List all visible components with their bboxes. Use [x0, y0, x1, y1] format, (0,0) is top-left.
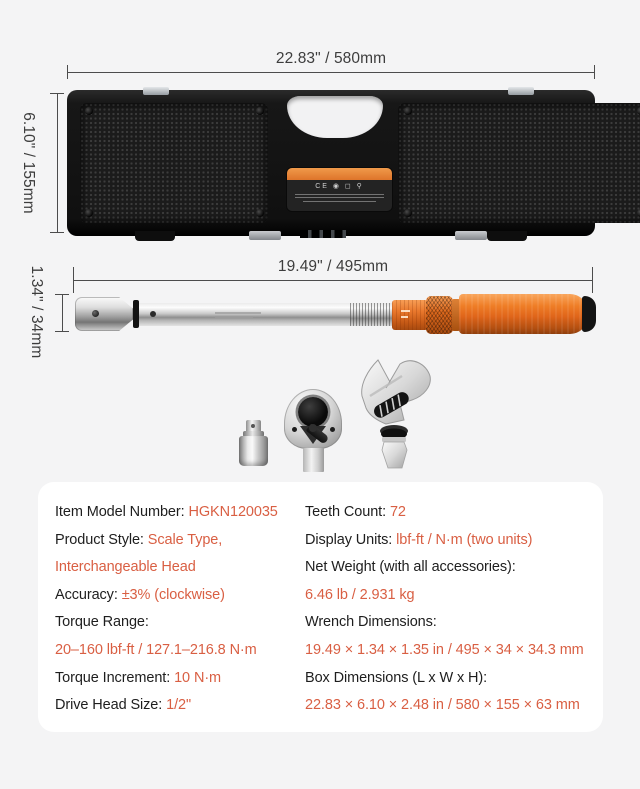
case-textured-panel-left: [80, 103, 268, 223]
case-screw: [404, 209, 412, 217]
dimension-tick: [592, 267, 593, 293]
spec-label: Net Weight (with all accessories):: [305, 559, 516, 576]
wrench-head: [75, 297, 133, 331]
spec-value: HGKN120035: [188, 504, 278, 520]
spec-label: Drive Head Size:: [55, 697, 167, 714]
spec-value: 1/2": [166, 697, 192, 714]
spec-value: 19.49 × 1.34 × 1.35 in / 495 × 34 × 34.3 mm: [305, 641, 584, 658]
adapter-detent-ball: [251, 424, 255, 428]
spec-label: Teeth Count:: [305, 504, 390, 520]
case-hinge-slots: [300, 230, 346, 238]
spec-value: 22.83 × 6.10 × 2.48 in / 580 × 155 × 63 mm: [305, 697, 580, 714]
label-fine-print: [303, 201, 376, 202]
case-illustration: [67, 90, 595, 236]
spec-value: ±3% (clockwise): [121, 586, 225, 603]
spec-line-wrench-dimensions-value: [305, 637, 597, 665]
dimension-tick: [594, 65, 595, 79]
spec-value: 6.46 lb / 2.931 kg: [305, 586, 415, 603]
spec-value: 72: [389, 504, 406, 520]
label-fine-print: [295, 194, 384, 195]
spec-line-wrench-dimensions: [305, 609, 597, 637]
spec-line-net-weight-value: [305, 582, 597, 610]
case-height-dimension-line: [57, 93, 58, 233]
spec-column-left: [55, 499, 305, 720]
dimension-tick: [50, 232, 64, 233]
wrench-scale-window: [350, 303, 392, 326]
wrench-head-hole: [92, 310, 99, 317]
case-foot: [249, 231, 281, 240]
case-handle-cutout: [287, 96, 383, 138]
wrench-knurled-ring: [426, 296, 453, 334]
adjustable-wrench-tang: [382, 442, 407, 468]
dimension-tick: [67, 65, 68, 79]
case-height-dimension-label: 6.10" / 155mm: [20, 112, 37, 214]
spec-line-torque-range: [55, 609, 305, 637]
dimension-tick: [55, 331, 69, 332]
spec-label: Torque Range:: [55, 614, 149, 631]
spec-label: Display Units:: [305, 531, 397, 548]
spec-line-style-cont: [55, 554, 305, 582]
spec-line-accuracy: [55, 582, 305, 610]
spec-value: 10 N·m: [174, 669, 222, 686]
spec-line-style: [55, 527, 305, 555]
wrench-engraving: [215, 316, 253, 318]
spec-line-box-dimensions: [305, 665, 597, 693]
case-certification-label: [287, 168, 392, 211]
certification-marks: CE ◉ ◻ ⚲: [315, 183, 364, 190]
label-fine-print: [295, 197, 384, 198]
spec-value: lbf-ft / N·m (two units): [396, 531, 533, 548]
spec-line-teeth: [305, 499, 597, 527]
spec-label: Box Dimensions (L x W x H):: [305, 669, 488, 686]
spec-line-torque-range-value: [55, 637, 305, 665]
wrench-adjustment-collar: [392, 300, 428, 330]
spec-label: Torque Increment:: [55, 669, 175, 686]
adjustable-wrench-illustration: [342, 354, 434, 470]
dimension-tick: [50, 93, 64, 94]
spec-value: Interchangeable Head: [55, 559, 196, 576]
spec-label: Item Model Number:: [55, 504, 189, 520]
case-screw: [256, 209, 264, 217]
wrench-height-dimension-label: 1.34" / 34mm: [28, 265, 45, 359]
wrench-engraving: [215, 312, 261, 314]
case-latch: [508, 87, 534, 95]
ratchet-socket-opening: [298, 397, 328, 427]
case-width-dimension-label: 22.83" / 580mm: [275, 50, 387, 67]
wrench-length-dimension-label: 19.49" / 495mm: [277, 258, 389, 275]
spec-line-torque-increment: [55, 665, 305, 693]
case-latch: [143, 87, 169, 95]
spec-label: Accuracy:: [55, 586, 122, 603]
case-foot: [487, 231, 527, 241]
case-screw: [85, 107, 93, 115]
wrench-shaft-pin: [150, 311, 156, 317]
label-orange-strip: [287, 168, 392, 180]
wrench-height-dimension-line: [62, 294, 63, 332]
spec-line-display-units: [305, 527, 597, 555]
ratchet-pin: [330, 427, 335, 432]
spec-label: Product Style:: [55, 531, 148, 548]
case-screw: [85, 209, 93, 217]
dimension-tick: [73, 267, 74, 293]
collar-scale-mark: [401, 310, 410, 312]
adjustable-wrench-jaws: [362, 360, 431, 424]
spec-value: Scale Type,: [147, 531, 223, 548]
case-foot: [135, 231, 175, 241]
spec-value: 20–160 lbf-ft / 127.1–216.8 N·m: [55, 641, 257, 658]
ratchet-pin: [292, 427, 297, 432]
collar-scale-mark: [401, 316, 408, 318]
case-textured-panel-right: [398, 103, 640, 223]
adapter-body: [239, 436, 268, 466]
spec-panel: [38, 482, 603, 732]
spec-column-right: [305, 499, 597, 720]
spec-line-net-weight: [305, 554, 597, 582]
ratchet-tang: [303, 448, 324, 472]
wrench-length-dimension-line: [73, 280, 593, 281]
case-foot: [455, 231, 487, 240]
spec-line-model: [55, 499, 305, 527]
adjustable-wrench-flange: [382, 437, 406, 442]
wrench-end-cap: [582, 296, 596, 332]
spec-line-box-dimensions-value: [305, 692, 597, 720]
dimension-tick: [55, 294, 69, 295]
case-width-dimension-line: [67, 72, 595, 73]
wrench-handle-grip: [459, 294, 588, 334]
ratchet-lever-pivot: [309, 424, 317, 432]
case-screw: [256, 107, 264, 115]
spec-label: Wrench Dimensions:: [305, 614, 437, 631]
spec-line-drive-head: [55, 692, 305, 720]
case-screw: [404, 107, 412, 115]
